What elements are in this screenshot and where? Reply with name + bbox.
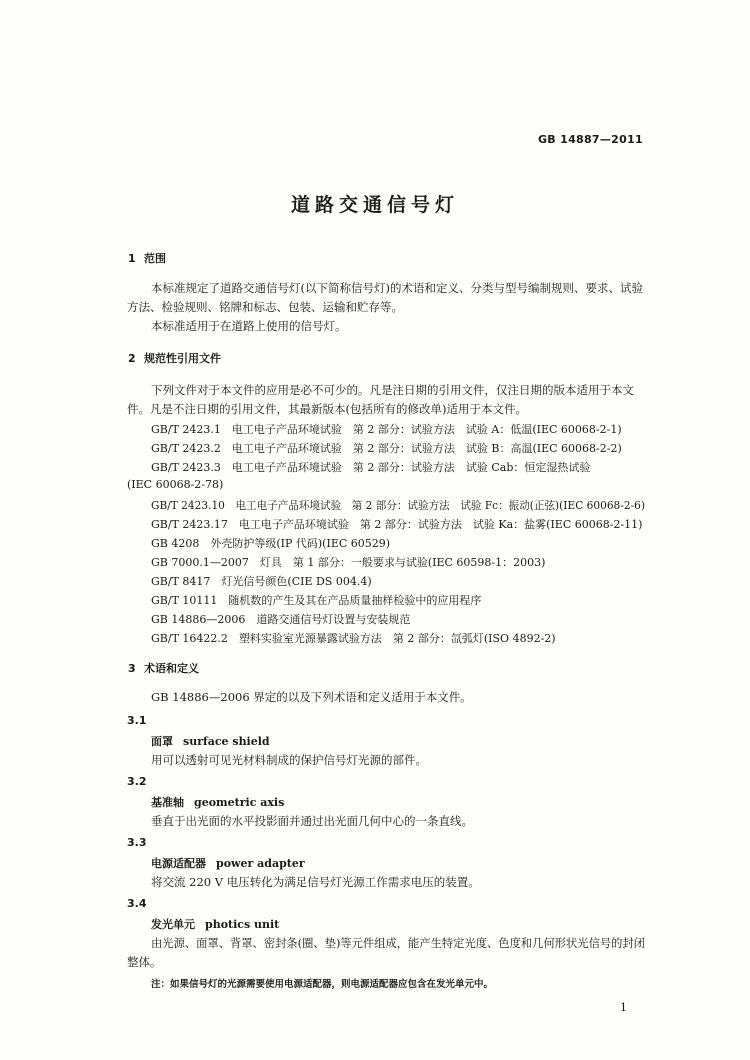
note: 注：如果信号灯的光源需要使用电源适配器，则电源适配器应包含在发光单元中。: [151, 979, 494, 990]
term-name: 发光单元 photics unit: [151, 918, 280, 931]
section-2-intro-line1: 下列文件对于本文件的应用是必不可少的。凡是注日期的引用文件，仅注日期的版本适用于本文: [151, 383, 634, 397]
reference-item: GB/T 2423.2 电工电子产品环境试验 第 2 部分：试验方法 试验 B：高温(IEC 60068-2-2): [151, 442, 622, 455]
term-name: 电源适配器 power adapter: [151, 857, 305, 870]
reference-item: GB/T 2423.1 电工电子产品环境试验 第 2 部分：试验方法 试验 A：低温(IEC 60068-2-1): [151, 423, 622, 436]
reference-item: GB/T 2423.3 电工电子产品环境试验 第 2 部分：试验方法 试验 Cab：恒定湿热试验: [151, 461, 591, 474]
reference-item: GB 7000.1—2007 灯具 第 1 部分：一般要求与试验(IEC 60598-1：2003): [151, 556, 546, 569]
term-number: 3.2: [127, 775, 147, 788]
reference-item: GB 14886—2006 道路交通信号灯设置与安装规范: [151, 613, 411, 626]
term-number: 3.1: [127, 714, 147, 727]
section-3-intro: GB 14886—2006 界定的以及下列术语和定义适用于本文件。: [151, 690, 472, 704]
reference-item: GB/T 16422.2 塑料实验室光源暴露试验方法 第 2 部分：氙弧灯(ISO 4892-2): [151, 632, 556, 645]
term-definition: 垂直于出光面的水平投影面并通过出光面几何中心的一条直线。: [151, 814, 473, 828]
reference-item: GB/T 2423.10 电工电子产品环境试验 第 2 部分：试验方法 试验 Fc：振动(正弦)(IEC 60068-2-6): [151, 499, 645, 512]
term-number: 3.4: [127, 897, 147, 910]
term-number: 3.3: [127, 836, 147, 849]
reference-item: GB/T 10111 随机数的产生及其在产品质量抽样检验中的应用程序: [151, 594, 482, 607]
reference-item: GB/T 8417 灯光信号颜色(CIE DS 004.4): [151, 575, 372, 588]
term-definition-continued: 整体。: [127, 955, 162, 969]
term-definition: 由光源、面罩、背罩、密封条(圈、垫)等元件组成，能产生特定光度、色度和几何形状光信号的封闭: [151, 936, 645, 950]
page-number: 1: [620, 1001, 627, 1014]
section-1-para2: 本标准适用于在道路上使用的信号灯。: [151, 319, 347, 333]
term-definition: 将交流 220 V 电压转化为满足信号灯光源工作需求电压的装置。: [151, 875, 480, 889]
term-name: 面罩 surface shield: [151, 735, 270, 748]
term-name: 基准轴 geometric axis: [151, 796, 285, 809]
section-2-intro-line2: 件。凡是不注日期的引用文件，其最新版本(包括所有的修改单)适用于本文件。: [127, 402, 527, 416]
section-1-para1-line1: 本标准规定了道路交通信号灯(以下简称信号灯)的术语和定义、分类与型号编制规则、要求、试验: [151, 281, 643, 295]
term-definition: 用可以透射可见光材料制成的保护信号灯光源的部件。: [151, 753, 427, 767]
section-2-heading: 2 规范性引用文件: [128, 352, 221, 365]
reference-item: GB 4208 外壳防护等级(IP 代码)(IEC 60529): [151, 537, 391, 550]
reference-item: GB/T 2423.17 电工电子产品环境试验 第 2 部分：试验方法 试验 Ka：盐雾(IEC 60068-2-11): [151, 518, 643, 531]
section-1-heading: 1 范围: [128, 252, 166, 265]
section-1-para1-line2: 方法、检验规则、铭牌和标志、包装、运输和贮存等。: [127, 300, 403, 314]
document-title: 道路交通信号灯: [290, 194, 459, 216]
standard-code: GB 14887—2011: [537, 133, 643, 146]
section-3-heading: 3 术语和定义: [128, 662, 199, 675]
reference-item-continued: (IEC 60068-2-78): [127, 478, 224, 491]
